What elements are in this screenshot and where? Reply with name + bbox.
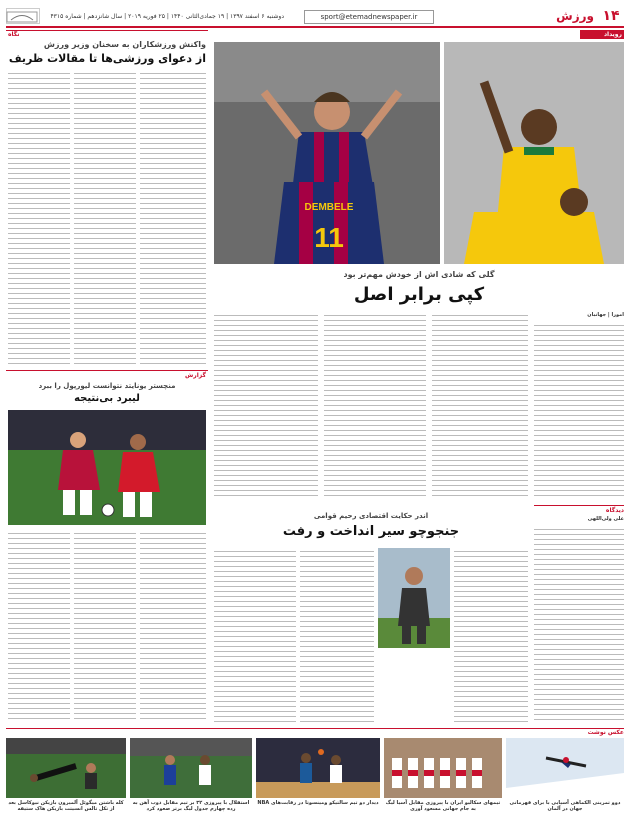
second-article-column-2 bbox=[300, 548, 374, 722]
bottom-strip-tag: عکس نوشت bbox=[587, 729, 624, 736]
main-article-column-3 bbox=[324, 312, 426, 500]
esteghlal-illustration bbox=[130, 738, 252, 798]
second-kicker: اندر حکایت اقتصادی رحیم قوامی bbox=[313, 512, 429, 520]
volleyball-photo bbox=[384, 738, 502, 798]
second-story-rule bbox=[534, 505, 624, 506]
second-story-byline: علی ولی‌اللهی bbox=[587, 516, 624, 522]
page-number: ۱۴ bbox=[598, 6, 624, 26]
report-tag: گزارش bbox=[184, 372, 206, 379]
ski-jump-photo bbox=[506, 738, 624, 798]
dembele-figure bbox=[274, 182, 384, 264]
right-column-tag: رویداد bbox=[603, 31, 622, 38]
left-article-column-1 bbox=[140, 70, 206, 366]
dembele-name: DEMBELE bbox=[304, 202, 354, 213]
report-column-2 bbox=[74, 530, 136, 722]
caption-volleyball: تیمهای سکالیو ایران با پیروزی مقابل آسیا لیگ به جام جهانی مسعود آوری bbox=[385, 800, 501, 812]
caption-ski-jump: دوو تمرینی الکماهی آسیایی با برای قهرمانی جهان در آلمان bbox=[509, 800, 621, 812]
messi-photo-illustration bbox=[214, 42, 440, 264]
esteghlal-photo bbox=[130, 738, 252, 798]
caption-newcastle: کله باشتن میگوئل آلمیرون بازیکن نیوکاسل بعد از تکل تالس انسیتت بازیکن هاک ستیفه bbox=[8, 800, 124, 812]
report-headline: لیبرد بی‌نتیجه bbox=[74, 393, 140, 404]
second-headline: جنجوچو سیر انداخت و رفت bbox=[282, 524, 460, 539]
caption-esteghlal: استقلال با پیروزی ۳۲ بر تیم مقابل ذوب آهن به رده چهارم جدول لیگ برتر صعود کرد bbox=[132, 800, 250, 812]
nba-illustration bbox=[256, 738, 380, 798]
match-photo-illustration bbox=[8, 410, 206, 525]
left-headline-kicker: واکنش ورزشکاران به سخنان وزیر ورزش bbox=[43, 40, 206, 49]
left-column-tag: نگاه bbox=[8, 31, 20, 38]
opinion-column bbox=[534, 526, 624, 722]
report-kicker: منچستر یونایتد نتوانست لیورپول را ببرد bbox=[38, 382, 176, 390]
volleyball-illustration bbox=[384, 738, 502, 798]
logo-icon bbox=[5, 9, 39, 25]
main-article-column-1 bbox=[534, 322, 624, 500]
pele-photo-illustration bbox=[444, 42, 624, 264]
nba-photo bbox=[256, 738, 380, 798]
email-address[interactable]: sport@etemadnewspaper.ir bbox=[304, 10, 434, 24]
report-column-1 bbox=[140, 530, 206, 722]
caption-nba: دیدار دو تیم سالتیکو ومینسوتا در رقابت‌های NBA bbox=[257, 800, 379, 806]
main-headline: کپی برابر اصل bbox=[353, 284, 485, 305]
coach-photo bbox=[378, 548, 450, 648]
pele-celebration-photo bbox=[444, 42, 624, 264]
date-line: دوشنبه ۶ اسفند ۱۳۹۷ | ۱۹ جمادی‌الثانی ۱۴۴۰ | ۲۵ فوریه ۲۰۱۹ | سال شانزدهم | شماره ۴۳۱۵ bbox=[50, 13, 284, 20]
second-story-tag: دیدگاه bbox=[605, 507, 624, 514]
newcastle-photo bbox=[6, 738, 126, 798]
section-title: ورزش bbox=[556, 9, 594, 23]
match-photo bbox=[8, 410, 206, 525]
bottom-strip-rule bbox=[6, 728, 624, 729]
newcastle-illustration bbox=[6, 738, 126, 798]
left-article-column-2 bbox=[74, 70, 136, 366]
report-rule bbox=[6, 370, 208, 371]
ski-jump-illustration bbox=[506, 738, 624, 798]
main-article-column-4 bbox=[214, 312, 318, 500]
newspaper-logo bbox=[6, 8, 40, 24]
masthead bbox=[6, 6, 624, 28]
dembele-number: 11 bbox=[314, 222, 344, 253]
main-kicker: گلی که شادی اش از خودش مهم‌تر بود bbox=[343, 270, 495, 279]
left-article-column-3 bbox=[8, 70, 70, 366]
right-byline: امورا | جهانبان bbox=[587, 312, 624, 318]
coach-photo-illustration bbox=[378, 548, 450, 648]
main-article-column-2 bbox=[432, 312, 528, 500]
messi-celebration-photo bbox=[214, 42, 440, 264]
second-article-column-1 bbox=[454, 548, 528, 722]
report-column-3 bbox=[8, 530, 70, 722]
left-headline: از دعوای ورزشی‌ها تا مقالات ظریف bbox=[8, 52, 206, 65]
second-article-column-3 bbox=[214, 548, 296, 722]
